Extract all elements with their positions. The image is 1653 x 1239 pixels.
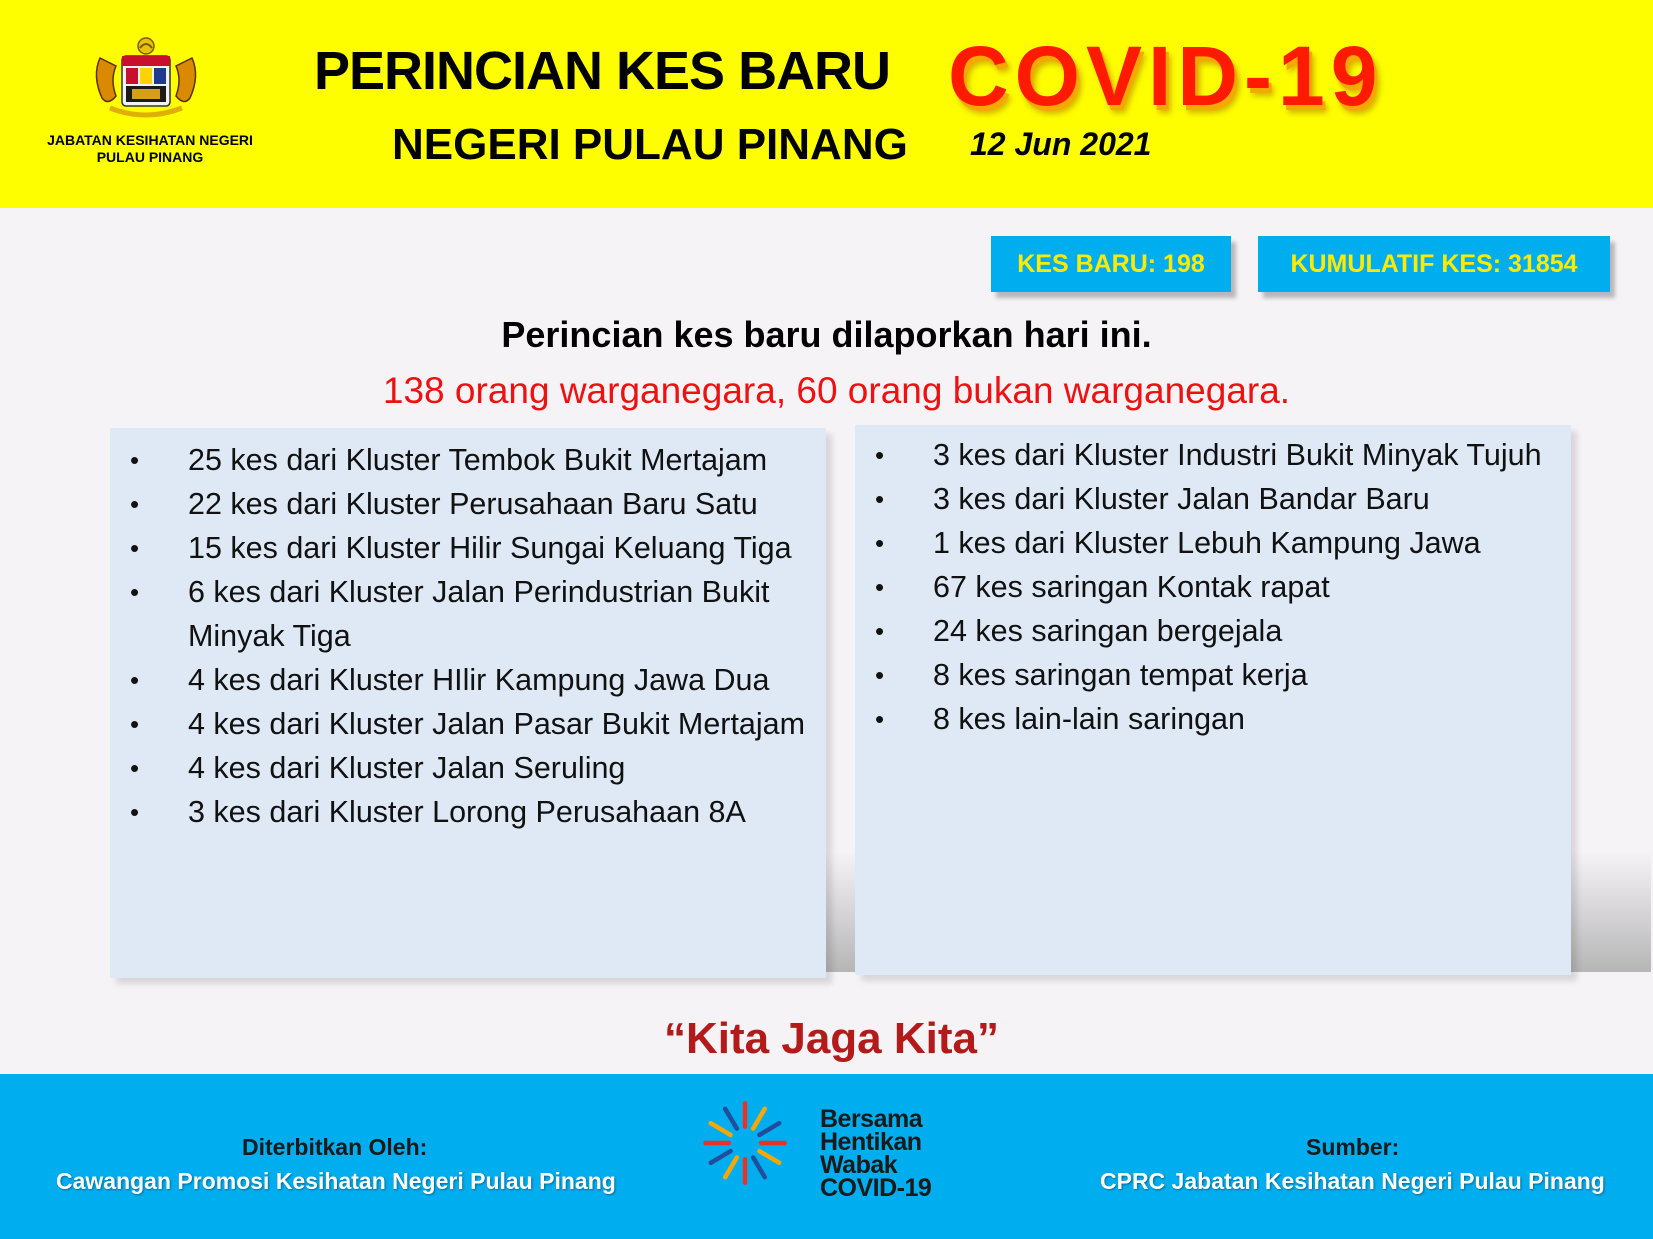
campaign-line-2: Hentikan — [820, 1128, 922, 1156]
list-item: • 8 kes lain-lain saringan — [873, 697, 1563, 741]
list-item: • 3 kes dari Kluster Industri Bukit Minyak Tujuh — [873, 433, 1563, 477]
header-banner — [0, 0, 1653, 208]
footer-banner — [0, 1074, 1653, 1239]
title-line-2: NEGERI PULAU PINANG — [392, 120, 908, 169]
cases-list-right — [873, 433, 1563, 741]
list-item: • 4 kes dari Kluster Jalan Pasar Bukit Mertajam — [128, 702, 818, 746]
campaign-line-4: COVID-19 — [820, 1174, 932, 1202]
list-item: • 24 kes saringan bergejala — [873, 609, 1563, 653]
list-item: • 67 kes saringan Kontak rapat — [873, 565, 1563, 609]
covid-title: COVID-19 — [948, 29, 1384, 123]
list-item: • 15 kes dari Kluster Hilir Sungai Keluang Tiga — [128, 526, 818, 570]
list-item: • 6 kes dari Kluster Jalan Perindustrian Bukit Minyak Tiga — [128, 570, 818, 658]
list-item: • 3 kes dari Kluster Lorong Perusahaan 8A — [128, 790, 818, 834]
campaign-slogan — [820, 1105, 932, 1202]
campaign-burst-icon — [700, 1098, 790, 1188]
citizenship-breakdown: 138 orang warganegara, 60 orang bukan warganegara. — [382, 370, 1291, 411]
agency-name — [20, 132, 280, 166]
publisher-label: Diterbitkan Oleh: — [242, 1134, 428, 1160]
source-value: CPRC Jabatan Kesihatan Negeri Pulau Pinang — [1100, 1168, 1605, 1194]
title-line-1: PERINCIAN KES BARU — [314, 41, 891, 101]
publisher-value: Cawangan Promosi Kesihatan Negeri Pulau Pinang — [56, 1168, 616, 1194]
agency-line-1: JABATAN KESIHATAN NEGERI — [47, 132, 253, 148]
list-item: • 4 kes dari Kluster HIlir Kampung Jawa Dua — [128, 658, 818, 702]
agency-line-2: PULAU PINANG — [96, 149, 204, 165]
campaign-line-3: Wabak — [820, 1151, 898, 1179]
summary-heading: Perincian kes baru dilaporkan hari ini. — [501, 314, 1152, 355]
new-cases-badge: KES BARU: 198 — [991, 236, 1231, 292]
list-item: • 8 kes saringan tempat kerja — [873, 653, 1563, 697]
list-item: • 22 kes dari Kluster Perusahaan Baru Satu — [128, 482, 818, 526]
cases-list-left — [128, 438, 818, 834]
panel-shadow — [826, 852, 858, 972]
report-date: 12 Jun 2021 — [970, 126, 1152, 162]
list-item: • 25 kes dari Kluster Tembok Bukit Mertajam — [128, 438, 818, 482]
cases-panel-right — [855, 425, 1571, 975]
slogan: “Kita Jaga Kita” — [664, 1014, 999, 1063]
list-item: • 1 kes dari Kluster Lebuh Kampung Jawa — [873, 521, 1563, 565]
campaign-line-1: Bersama — [820, 1105, 923, 1133]
panel-shadow — [1571, 852, 1651, 972]
cumulative-cases-badge: KUMULATIF KES: 31854 — [1258, 236, 1610, 292]
source-label: Sumber: — [1306, 1134, 1400, 1160]
list-item: • 3 kes dari Kluster Jalan Bandar Baru — [873, 477, 1563, 521]
coat-of-arms-logo — [86, 36, 206, 124]
cases-panel-left — [110, 428, 826, 978]
list-item: • 4 kes dari Kluster Jalan Seruling — [128, 746, 818, 790]
